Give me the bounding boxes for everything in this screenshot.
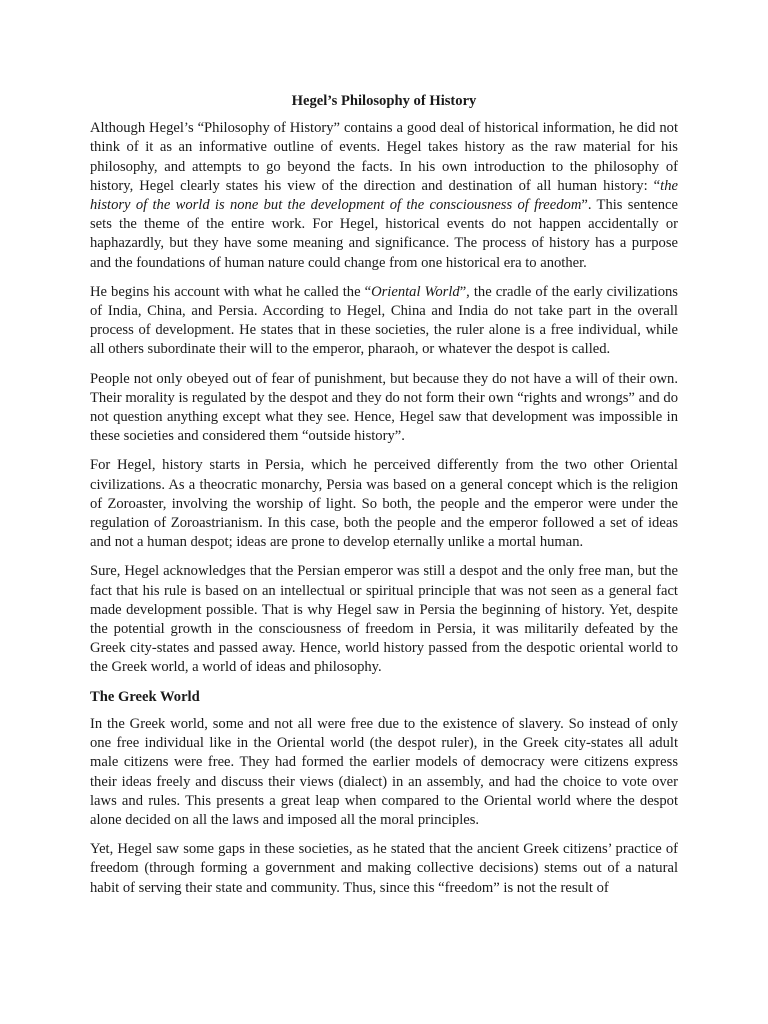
paragraph-intro-quote: the history of the world is none but the development of the consciousness of freedom: [90, 177, 678, 214]
paragraph-oriental-world: [90, 283, 678, 360]
paragraph-intro: [90, 119, 678, 273]
document-title: Hegel’s Philosophy of History: [291, 93, 477, 109]
paragraph-greek-freedom: In the Greek world, some and not all were free due to the existence of slavery. So instead of only one free individual like in the Oriental world (the despot ruler), in the Greek city-states all adult male citizens were free. They had formed the earlier models of democracy were citizens express their ideas freely and discuss their views (dialect) in an assembly, and had the choice to vote over laws and rules. This presents a great leap when compared to the Oriental world where the despot alone decided on all the laws and imposed all the moral principles.: [90, 715, 678, 828]
paragraph-oriental-text-1: He begins his account with what he called the “: [90, 283, 372, 300]
paragraph-oriental-text-2: ”, the cradle of the early civilizations of India, China, and Persia. According to Hegel, China and India do not take part in the overall process of development. He states that in these societies, the ruler alone is a free individual, while all others subordinate their will to the emperor, pharaoh, or whatever the despot is called.: [90, 283, 678, 358]
paragraph-oriental-term: Oriental World: [371, 283, 460, 300]
paragraph-intro-text-1: Although Hegel’s “Philosophy of History” contains a good deal of historical information, he did not think of it as an informative outline of events. Hegel takes history as the raw material for his philosophy, and attempts to go beyond the facts. In his own introduction to the philosophy of history, Hegel clearly states his view of the direction and destination of all human history: “: [90, 120, 678, 194]
paragraph-greek-gaps: Yet, Hegel saw some gaps in these societies, as he stated that the ancient Greek citizens’ practice of freedom (through forming a government and making collective decisions) stems out of a natural habit of serving their state and community. Thus, since this “freedom” is not the result of: [90, 841, 678, 896]
paragraph-persia: For Hegel, history starts in Persia, which he perceived differently from the two other Oriental civilizations. As a theocratic monarchy, Persia was based on a general concept which is the religion of Zoroaster, involving the worship of light. So both, the people and the emperor were under the regulation of Zoroastrianism. In this case, both the people and the emperor followed a set of ideas and not a human despot; ideas are prone to develop eternally unlike a mortal human.: [90, 457, 678, 551]
section-heading-greek-world: The Greek World: [90, 688, 200, 705]
paragraph-obedience: People not only obeyed out of fear of punishment, but because they do not have a will of their own. Their morality is regulated by the despot and they do not form their own “rights and wrongs” and do not question anything except what they see. Hence, Hegel saw that development was impossible in these societies and considered them “outside history”.: [90, 370, 678, 445]
paragraph-persian-emperor: Sure, Hegel acknowledges that the Persian emperor was still a despot and the only free man, but the fact that his rule is based on an intellectual or spiritual principle that was not seen as a general fact made development possible. That is why Hegel saw in Persia the beginning of history. Yet, despite the potential growth in the consciousness of freedom in Persia, it was militarily defeated by the Greek city-states and passed away. Hence, world history passed from the despotic oriental world to the Greek world, a world of ideas and philosophy.: [90, 563, 678, 676]
document-page: [90, 92, 678, 908]
paragraph-intro-text-2: ”. This sentence sets the theme of the entire work. For Hegel, historical events do not happen accidentally or haphazardly, but they have some meaning and significance. The process of history has a purpose and the foundations of human nature could change from one historical era to another.: [90, 197, 678, 271]
